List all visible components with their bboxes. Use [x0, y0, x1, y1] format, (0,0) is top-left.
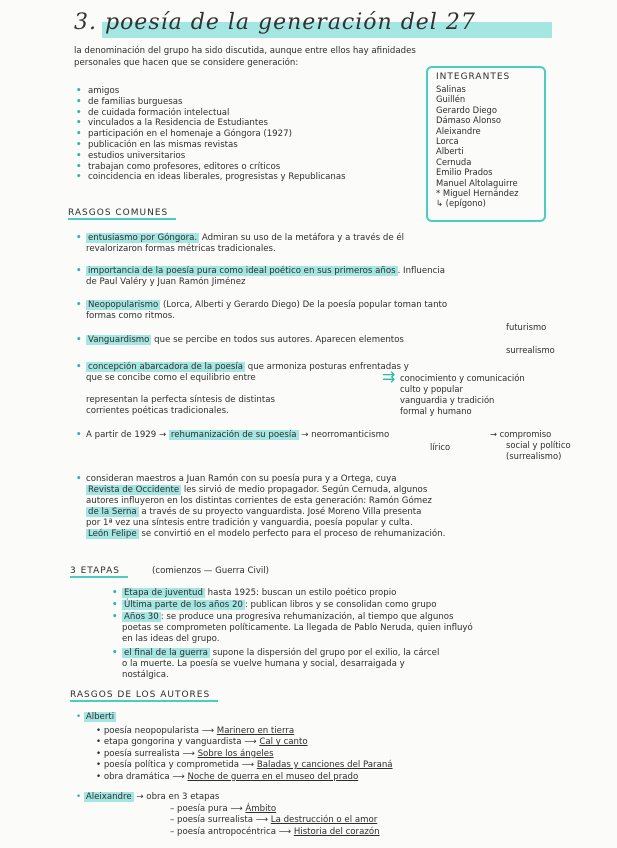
member-name: * Miguel Hernández [436, 188, 519, 199]
etapa-item: • Última parte de los años 20 : publican libros y se consolidan como grupo [122, 600, 437, 611]
section-heading-autores: RASGOS DE LOS AUTORES [70, 690, 218, 702]
list-item: • coincidencia en ideas liberales, progresistas y Republicanas [76, 172, 346, 183]
member-name: Dámaso Alonso [436, 115, 501, 126]
rasgo-item: • importancia de la poesía pura como ideal poético en sus primeros años . Influencia de Paul Valéry y Juan Ramón Jiménez [86, 266, 445, 288]
rasgo-item: • Vanguardismo que se percibe en todos sus autores. Aparecen elementos [86, 335, 404, 346]
list-item: • trabajan como profesores, editores o críticos [76, 162, 346, 173]
intro-line-1: la denominación del grupo ha sido discutida, aunque entre ellos hay afinidades [74, 46, 416, 56]
vanguard-option: surrealismo [506, 345, 555, 355]
etapas-range: (comienzos — Guerra Civil) [152, 566, 270, 576]
rasgo-item: • entusiasmo por Góngora. Admiran su uso de la metáfora y a través de él revalorizaron formas métricas tradicionales. [86, 233, 404, 255]
member-name: Manuel Altolaguirre [436, 177, 518, 188]
member-name: Emilio Prados [436, 167, 493, 178]
member-name: ↳ (epígono) [436, 198, 486, 209]
rehumanization-result: → compromiso [490, 429, 552, 439]
alberti-works: • poesía neopopularista ⟶ Marinero en tierra • etapa gongorina y vanguardista ⟶ Cal y canto • poesía surrealista ⟶ Sobre los ángeles • poesía política y comprometida ⟶ Baladas y canciones del Paraná • obra dramática ⟶ Noche de guerra en el museo del prado [96, 726, 393, 782]
list-item: • de familias burguesas [76, 97, 346, 108]
section-heading-rasgos: RASGOS COMUNES [68, 208, 176, 220]
rasgo-item: • A partir de 1929 → rehumanización de su poesía → neorromanticismo [86, 430, 389, 441]
member-name: Guillén [436, 94, 466, 105]
vanguard-option: futurismo [506, 322, 547, 332]
rehumanization-result: social y político [506, 440, 571, 450]
balance-pair: formal y humano [400, 406, 472, 416]
member-name: Aleixandre [436, 125, 481, 136]
rasgo-item: • consideran maestros a Juan Ramón con su poesía pura y a Ortega, cuya Revista de Occidente les sirvió de medio propagador. Según Cernuda, algunos autores influyeron en los distintas corrientes de esta generación: Ramón Gómez de la Serna a través de su proyecto vanguardista. José Moreno Villa presenta por 1ª vez una síntesis entre tradición y vanguardia, poesía popular y culta. León Felipe se convirtió en el modelo perfecto para el proceso de rehumanización. [86, 474, 445, 540]
list-item: • de cuidada formación intelectual [76, 108, 346, 119]
page-title: 3. poesía de la generación del 27 [74, 10, 594, 40]
rasgo-item: • Neopopularismo (Lorca, Alberti y Gerardo Diego) De la poesía popular toman tanto formas como ritmos. [86, 300, 447, 322]
etapa-item: • el final de la guerra supone la dispersión del grupo por el exilio, la cárcel o la muerte. La poesía se vuelve humana y social, desarraigada y nostálgica. [122, 648, 439, 681]
rehumanization-result: (surrealismo) [506, 451, 562, 461]
section-heading-etapas: 3 ETAPAS [70, 566, 128, 578]
list-item: • participación en el homenaje a Góngora (1927) [76, 129, 346, 140]
aleixandre-works: – poesía pura ⟶ Ámbito – poesía surrealista ⟶ La destrucción o el amor – poesía antropocéntrica ⟶ Historia del corazón [170, 804, 380, 837]
rasgo-item: • concepción abarcadora de la poesía que armoniza posturas enfrentadas y que se concibe como el equilibrio entre representan la perfecta síntesis de distintas corrientes poéticas tradicionales. [86, 362, 409, 417]
list-item: • amigos [76, 86, 346, 97]
list-item: • estudios universitarios [76, 151, 346, 162]
member-name: Lorca [436, 136, 459, 147]
member-name: Salinas [436, 84, 466, 94]
balance-pair: culto y popular [400, 384, 463, 394]
intro-line-2: personales que hacen que se considere generación: [74, 58, 299, 68]
author-aleixandre: • Aleixandre → obra en 3 etapas [76, 792, 220, 802]
list-item: • vinculados a la Residencia de Estudiantes [76, 118, 346, 129]
member-name: Gerardo Diego [436, 104, 497, 115]
balance-pair: vanguardia y tradición [400, 395, 495, 405]
rehumanization-sub: lírico [430, 442, 451, 452]
affinities-list [76, 86, 346, 183]
member-name: Alberti [436, 146, 464, 157]
members-box [426, 66, 546, 222]
author-alberti: • Alberti [76, 712, 115, 722]
etapa-item: • Etapa de juventud hasta 1925: buscan un estilo poético propio [122, 588, 396, 599]
etapa-item: • Años 30 : se produce una progresiva rehumanización, al tiempo que algunos poetas se comprometen políticamente. La llegada de Pablo Neruda, quien influyó en las ideas del grupo. [122, 612, 473, 645]
list-item: • publicación en las mismas revistas [76, 140, 346, 151]
member-name: Cernuda [436, 156, 472, 167]
members-list [436, 84, 544, 209]
balance-pair: conocimiento y comunicación [400, 373, 525, 383]
members-heading: INTEGRANTES [436, 72, 511, 82]
brace-icon: ⇉ [382, 367, 396, 386]
